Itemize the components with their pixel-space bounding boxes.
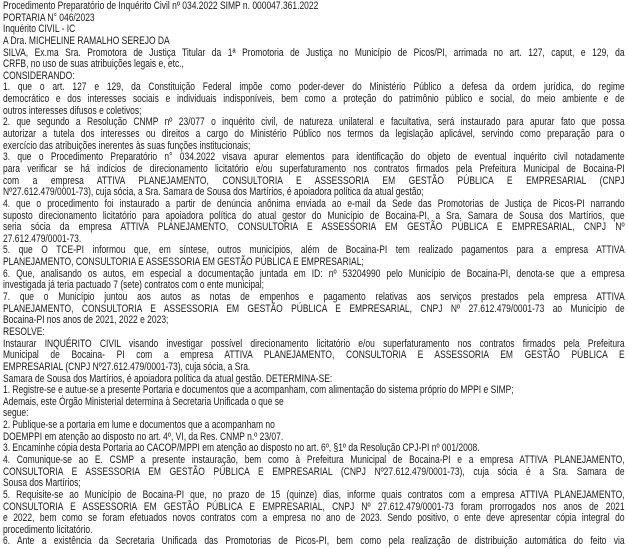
text-line: exercício das atribuições inerentes às suas funções institucionais; bbox=[3, 139, 251, 152]
text-line: 3. que o Procedimento Preparatório n° 034.2022 visava apurar elementos para identificação do objeto de eventual inquérito civil notadamente bbox=[3, 151, 625, 164]
text-line: para verificar se há indícios de direcionamento licitatório e/ou superfaturamento nos contratos firmados pela Prefeitura Municipal de Bocaina-PI bbox=[3, 162, 625, 175]
text-line: e 2022, bem como se foram efetuados novos contratos com a empresa no ano de 2023. Sendo positivo, o ente deve apresentar cópia integral do bbox=[3, 512, 625, 525]
portaria-number: PORTARIA N° 046/2023 bbox=[3, 11, 95, 24]
text-line: Bocaina-PI nos anos de 2021, 2022 e 2023; bbox=[3, 314, 169, 327]
text-line: CRFB, no uso de suas atribuições legais e, etc., bbox=[3, 58, 184, 71]
text-line: CONSULTORIA E ASSESSORIA EM GESTÃO PÚBLICA E EMPRESARIAL (CNPJ Nº27.612.479/0001-73), cuja sócia é a Sra. Samara de bbox=[3, 465, 625, 478]
text-line: autorizar a tutela dos interesses ou direitos a cargo do Ministério Público nos termos da legislação aplicável, servindo como preparação para o bbox=[3, 128, 625, 141]
text-line: 5. Requisite-se ao Município de Bocaina-PI que, no prazo de 15 (quinze) dias, informe quais contratos com a empresa ATTIVA PLANEJAMENTO, bbox=[3, 488, 625, 501]
text-line: Instaurar INQUÉRITO CIVIL visando investigar possível direcionamento licitatório e/ou superfaturamento nos contratos firmados pela Prefeitura bbox=[3, 337, 625, 350]
text-line: Ademais, este Órgão Ministerial determina à Secretaria Unificada o que se bbox=[3, 395, 284, 408]
text-line: segue: bbox=[3, 407, 29, 420]
text-line: CONSULTORIA E ASSESSORIA EM GESTÃO PÚBLICA E EMPRESARIAL, CNPJ Nº 27.612.479/0001-73 foram prorrogados nos anos de 2021 bbox=[3, 500, 625, 513]
section-heading-resolve: RESOLVE: bbox=[3, 325, 45, 338]
text-line: democrático e dos interesses sociais e individuais indisponíveis, bem como a proteção do patrimônio público e social, do meio ambiente e de bbox=[3, 93, 625, 106]
text-line: PLANEJAMENTO, CONSULTORIA E ASSESSORIA EM GESTÃO PÚBLICA E EMPRESARIAL, CNPJ Nº 27.612.479/0001-73 ao Município de bbox=[3, 302, 625, 315]
text-line: 2. que segundo a Resolução CNMP nº 23/077 o inquérito civil, de natureza unilateral e facultativa, será instaurado para apurar fato que possa bbox=[3, 116, 625, 129]
text-line: investigada já teria pactuado 7 (sete) contratos com o ente municipal; bbox=[3, 279, 264, 292]
text-line: 1. que o art. 127 e 129, da Constituição Federal impõe como poder-dever do Ministério Público a defesa da ordem jurídica, do regime bbox=[3, 81, 625, 94]
text-line: seria sócia da empresa ATTIVA PLANEJAMENTO, CONSULTORIA E ASSESSORIA EM GESTÃO PÚBLICA E EMPRESARIAL, CNPJ Nº bbox=[3, 221, 625, 234]
text-line: 1. Registre-se e autue-se a presente Portaria e documentos que a acompanham, com alimentação do sistema próprio do MPPI e SIMP; bbox=[3, 384, 514, 397]
text-line: 4. que o procedimento foi instaurado a partir de denúncia anônima enviada ao e-mail da Sede das Promotorias de Justiça de Picos-PI narrando bbox=[3, 197, 625, 210]
text-line: Municipal de Bocaina- PI com a empresa ATTIVA PLANEJAMENTO, CONSULTORIA E ASSESSORIA EM GESTÃO PÚBLICA E bbox=[3, 349, 625, 362]
text-line: com a empresa ATTIVA PLANEJAMENTO, CONSULTORIA E ASSESSORIA EM GESTÃO PÚBLICA E EMPRESARIAL (CNPJ bbox=[3, 174, 625, 187]
text-line: 7. que o Município juntou aos autos as notas de empenhos e pagamento relativas aos serviços prestados pela empresa ATTIVA bbox=[3, 291, 625, 304]
section-heading-considerando: CONSIDERANDO: bbox=[3, 69, 75, 82]
text-line: A Dra. MICHELINE RAMALHO SEREJO DA bbox=[3, 34, 170, 47]
text-line: procedimento licitatório. bbox=[3, 523, 93, 536]
text-line: Nº27.612.479/0001-73), cuja sócia, a Sra. Samara de Sousa dos Martírios, é apoiadora política da atual gestão; bbox=[3, 186, 424, 199]
text-line: 2. Publique-se a portaria em lume e documentos que a acompanham no bbox=[3, 419, 275, 432]
text-line: suposto direcionamento licitatório para apoiadora política do atual gestor do Município de Bocaina-PI, a Sra. Samara de Sousa dos Martírios, que bbox=[3, 209, 625, 222]
text-line: 6. Ante a existência da Secretaria Unificada das Promotorias de Picos-PI, bem como pela realização de distribuição automática do feito via bbox=[3, 535, 625, 548]
text-line: Samara de Sousa dos Martírios, é apoiadora política da atual gestão. DETERMINA-SE: bbox=[3, 372, 333, 385]
document-body bbox=[3, 1, 625, 548]
text-line: DOEMPPI em atenção ao disposto no art. 4º, VI, da Res. CNMP n.º 23/07. bbox=[3, 430, 284, 443]
text-line: 4. Comunique-se ao E. CSMP a presente instauração, bem como à Prefeitura Municipal de Bocaina-PI e a empresa ATTIVA PLANEJAMENTO, bbox=[3, 453, 625, 466]
text-line: PLANEJAMENTO, CONSULTORIA E ASSESSORIA EM GESTÃO PÚBLICA E EMPRESARIAL; bbox=[3, 256, 364, 269]
text-line: SILVA, Ex.ma Sra. Promotora de Justiça Titular da 1ª Promotoria de Justiça no Município de Picos/PI, arrimada no art. 127, caput, e 129, da bbox=[3, 46, 625, 59]
text-line: 6. Que, analisando os autos, em especial a documentação juntada em ID: nº 53204990 pelo Município de Bocaina-PI, denota-se que a empresa bbox=[3, 267, 625, 280]
text-line: 27.612.479/0001-73. bbox=[3, 232, 82, 245]
text-line: 3. Encaminhe cópia desta Portaria ao CACOP/MPPI em atenção ao disposto no art. 6º, §1º da Resolução CPJ-PI nº 001/2008. bbox=[3, 442, 480, 455]
text-line: outros interesses difusos e coletivos; bbox=[3, 104, 142, 117]
text-line: Sousa dos Martírios; bbox=[3, 477, 81, 490]
text-line: 5. que O TCE-PI informou que, em síntese, outros municípios, além de Bocaina-PI tem realizado pagamentos para a empresa ATTIVA bbox=[3, 244, 625, 257]
header-procedure-line: Procedimento Preparatório de Inquérito Civil nº 034.2022 SIMP n. 000047.361.2022 bbox=[3, 0, 319, 12]
text-line: EMPRESARIAL (CNPJ Nº27.612.479/0001-73), cuja sócia, a Sra. bbox=[3, 360, 251, 373]
inquiry-type: Inquérito CIVIL - IC bbox=[3, 23, 76, 36]
